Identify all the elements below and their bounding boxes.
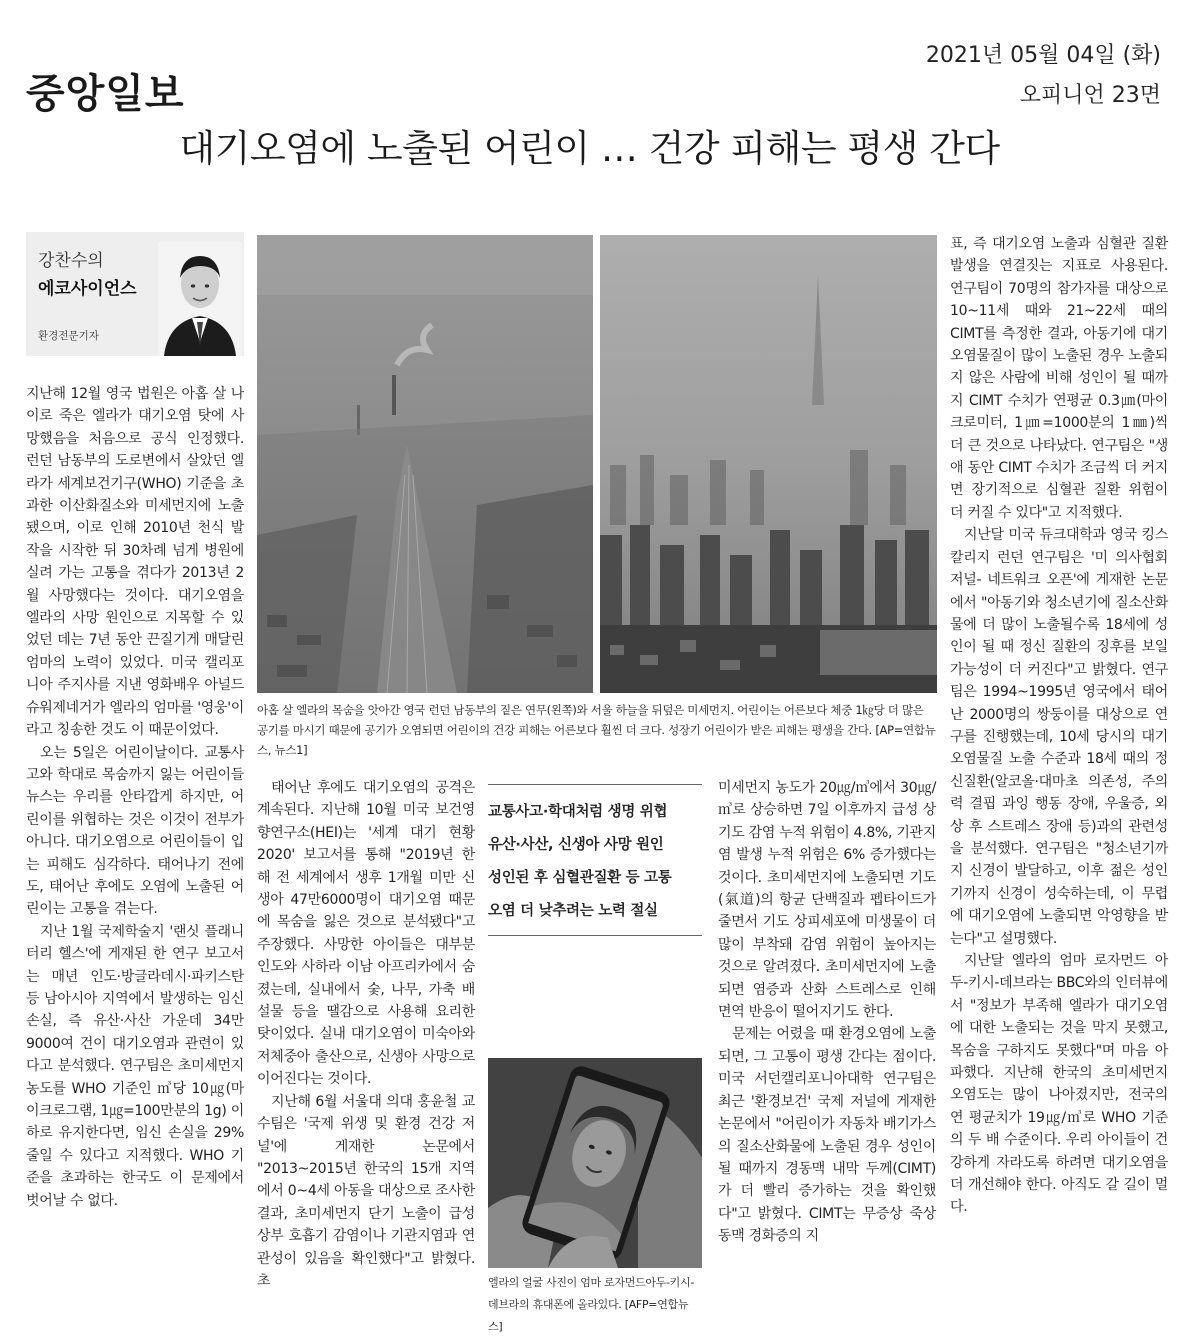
pull-quote-line: 오염 더 낮추려는 노력 절실 [488,903,658,919]
paragraph: 지난해 12월 영국 법원은 아홉 살 나이로 죽은 엘라가 대기오염 탓에 사망했음을 처음으로 공식 인정했다. 런던 남동부의 도로변에서 살았던 엘라가 세계보건기구(WHO) 기준을 초과한 이산화질소와 미세먼지에 노출됐으며, 이로 인해 2010년 천식 발작을 시작한 뒤 30차례 넘게 병원에 실려 가는 고통을 겪다가 2013년 2월 사망했다는 것이다. 대기오염을 엘라의 사망 원인으로 지목할 수 있었던 데는 7년 동안 끈질기게 매달린 엄마의 노력이 있었다. 미국 캘리포니아 주지사를 지낸 영화배우 아널드 슈워제네거가 엘라의 엄마를 '영웅'이라고 칭송한 것도 이 때문이었다. [26,386,244,739]
photo-london-haze [257,235,593,693]
pull-quote-line: 교통사고·학대처럼 생명 위협 [488,804,668,820]
article-headline: 대기오염에 노출된 어린이 … 건강 피해는 평생 간다 [179,127,1000,170]
paragraph: 오는 5일은 어린이날이다. 교통사고와 학대로 목숨까지 잃는 어린이들 뉴스는 우리를 안타깝게 하지만, 어린이를 위협하는 것은 이것이 전부가 아니다. 대기오염으로 어린이들이 입는 피해도 심각하다. 태어나기 전에도, 태어난 후에도 오염에 노출된 어린이는 고통을 겪는다. [26,744,244,918]
column-name-line1: 강찬수의 [38,251,104,271]
article-column-3 [718,777,936,1248]
columnist-portrait [158,242,242,356]
article-column-2 [257,777,475,1292]
pull-quote-line: 성인된 후 심혈관질환 등 고통 [488,870,672,886]
paragraph: 표, 즉 대기오염 노출과 심혈관 질환 발생을 연결짓는 지표로 사용된다. 연구팀이 70명의 참가자를 대상으로 10~11세 때와 21~22세 때의 CIMT를 측정한 결과, 아동기에 대기 오염물질이 많이 노출된 경우 노출되지 않은 사람에 비해 성인이 될 때까지 CIMT 수치가 연평균 0.3㎛(마이크로미터, 1㎛=1000분의 1㎜)씩 더 큰 것으로 나타났다. 연구팀은 "생애 동안 CIMT 수치가 조금씩 더 커지면 장기적으로 심혈관 질환 위험이 더 커질 수 있다"고 지적했다. [950,236,1168,521]
photo-phone-ella [488,1058,702,1268]
paragraph: 미세먼지 농도가 20㎍/㎥에서 30㎍/㎥로 상승하면 7일 이후까지 급성 상기도 감염 누적 위험이 4.8%, 기관지염 발생 누적 위험은 6% 증가했다는 것이다. 초미세먼지에 노출되면 기도(氣道)의 항균 단백질과 펩타이드가 줄면서 기도 상피세포에 미생물이 더 많이 부착돼 감염 위험이 높아지는 것으로 알려졌다. 초미세먼지에 노출되면 염증과 산화 스트레스로 인해 면역 반응이 떨어지기도 한다. [718,780,936,1021]
article-column-4 [950,233,1168,1219]
paragraph: 태어난 후에도 대기오염의 공격은 계속된다. 지난해 10월 미국 보건영향연구소(HEI)는 '세계 대기 현황 2020' 보고서를 통해 "2019년 한 해 전 세계에서 생후 1개월 미만 신생아 47만6000명이 대기오염 때문에 목숨을 잃은 것으로 분석됐다"고 주장했다. 사망한 아이들은 대부분 인도와 사하라 이남 아프리카에서 숨졌는데, 실내에서 숯, 나무, 가축 배설물 등을 땔감으로 사용해 요리한 탓이었다. 실내 대기오염이 미숙아와 저체중아 출산으로, 신생아 사망으로 이어진다는 것이다. [257,780,475,1088]
photo-caption: 아홉 살 엘라의 목숨을 앗아간 영국 런던 남동부의 짙은 연무(왼쪽)와 서울 하늘을 뒤덮은 미세먼지. 어린이는 어른보다 체중 1㎏당 더 많은 공기를 마시기 때문에 공기가 오염되면 어린이의 건강 피해는 어른보다 훨씬 더 크다. 성장기 어린이가 받은 피해는 평생을 간다. [AP=연합뉴스, 뉴스1] [257,703,936,757]
article-column-1 [26,383,244,1212]
pull-quote [488,796,702,928]
section-page: 오피니언 23면 [1019,83,1161,108]
phone-photo-caption: 엘라의 얼굴 사진이 엄마 로자먼드아두-키시-데브라의 휴대폰에 올라있다. [AFP=연합뉴스] [488,1276,694,1333]
publication-date: 2021년 05월 04일 (화) [925,43,1161,68]
photo-seoul-dust [600,235,937,693]
paragraph: 지난 1월 국제학술지 '랜싯 플래니터리 헬스'에 게재된 한 연구 보고서는 매년 인도·방글라데시·파키스탄 등 남아시아 지역에서 발생하는 임신 손실, 즉 유산·사산 가운데 34만9000여 건이 대기오염과 관련이 있다고 분석했다. 연구팀은 초미세먼지 농도를 WHO 기준인 ㎥당 10㎍(마이크로그램, 1㎍=100만분의 1g) 이하로 유지한다면, 임신 손실을 29% 줄일 수 있다고 지적했다. WHO 기준을 초과하는 한국도 이 문제에서 벗어날 수 없다. [26,923,244,1209]
pull-quote-rule-top [488,784,702,785]
column-name-line2: 에코사이언스 [38,279,137,299]
paragraph: 문제는 어렸을 때 환경오염에 노출되면, 그 고통이 평생 간다는 점이다. 미국 서던캘리포니아대학 연구팀은 최근 '환경보건' 국제 저널에 게재한 논문에서 "어린이가 자동차 배기가스의 질소산화물에 노출된 경우 성인이 될 때까지 경동맥 내막 두께(CIMT)가 더 빨리 증가하는 것을 확인했다"고 밝혔다. CIMT는 무증상 죽상 동맥 경화증의 지 [718,1026,936,1245]
paragraph: 지난해 6월 서울대 의대 홍윤철 교수팀은 '국제 위생 및 환경 건강 저널'에 게재한 논문에서 "2013~2015년 한국의 15개 지역에서 0~4세 아동을 대상으로 조사한 결과, 초미세먼지 단기 노출이 급성 상부 호흡기 감염이나 기관지염과 연관성이 있음을 확인했다"고 밝혔다. 초 [257,1093,475,1289]
columnist-box [26,232,244,356]
columnist-role: 환경전문기자 [38,330,99,342]
newspaper-masthead: 중앙일보 [26,71,185,117]
paragraph: 지난달 엘라의 엄마 로자먼드 아두-키시-데브라는 BBC와의 인터뷰에서 "정보가 부족해 엘라가 대기오염에 대한 노출되는 것을 막지 못했고, 목숨을 구하지도 못했다"며 마음 아파했다. 지난해 한국의 초미세먼지 오염도는 많이 나아졌지만, 전국의 연 평균치가 19㎍/㎥로 WHO 기준의 두 배 수준이다. 우리 아이들이 건강하게 자라도록 하려면 대기오염을 더 개선해야 한다. 아직도 갈 길이 멀다. [950,953,1168,1216]
paragraph: 지난달 미국 듀크대학과 영국 킹스칼리지 런던 연구팀은 '미 의사협회 저널- 네트워크 오픈'에 게재한 논문에서 "아동기와 청소년기에 질소산화물에 더 많이 노출될수록 18세에 성인이 될 때 정신 질환의 징후를 보일 가능성이 더 커진다"고 밝혔다. 연구팀은 1994~1995년 영국에서 태어난 2000명의 쌍둥이를 대상으로 연구를 진행했는데, 10세 당시의 대기 오염물질 노출 수준과 18세 때의 정신질환(알코올·대마초 의존성, 주의력 결핍 과잉 행동 장애, 우울증, 외상 후 스트레스 장애 등)과의 관련성을 분석했다. 연구팀은 "청소년기까지 신경이 발달하고, 이후 젊은 성인기까지 신경이 성숙하는데, 이 무렵에 대기오염에 노출되면 악영향을 받는다"고 설명했다. [950,527,1168,947]
pull-quote-line: 유산·사산, 신생아 사망 원인 [488,837,664,853]
pull-quote-rule-bottom [488,935,702,936]
